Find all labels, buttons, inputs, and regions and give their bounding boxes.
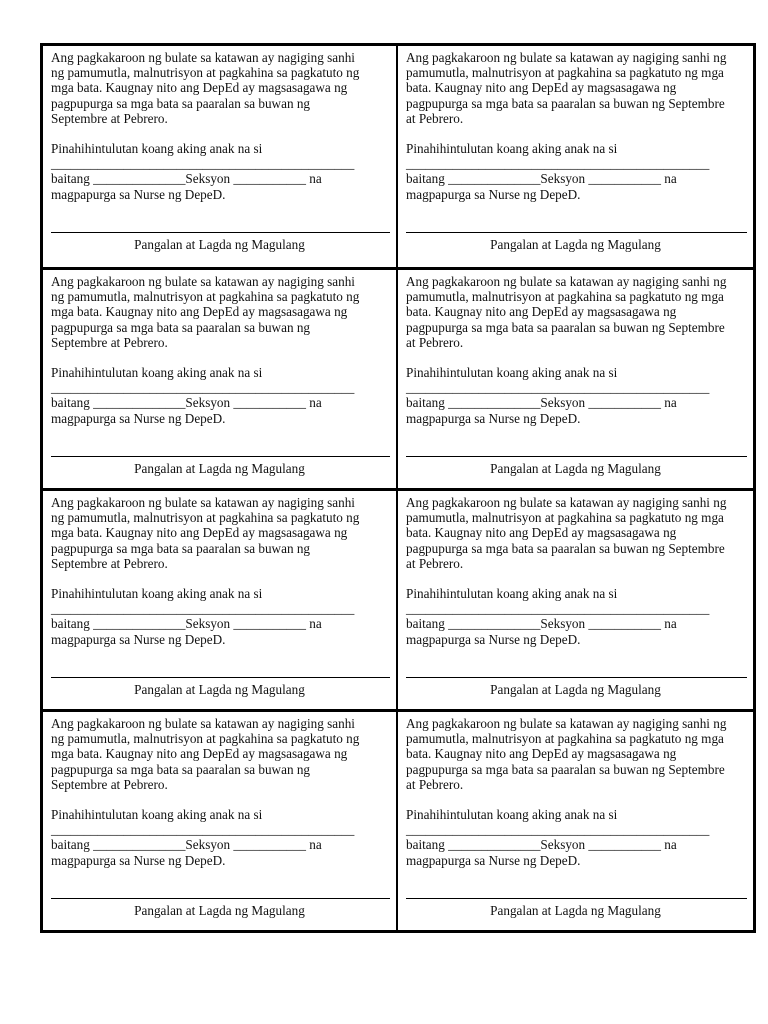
slip-body-line: Ang pagkakaroon ng bulate sa katawan ay nagiging sanhi ng bbox=[406, 50, 727, 65]
slip-body-text bbox=[51, 274, 390, 350]
nurse-line: magpapurga sa Nurse ng DepeD. bbox=[51, 631, 226, 647]
consent-slip bbox=[398, 46, 753, 267]
slip-body-line: pagpupurga sa mga bata sa paaralan sa buwan ng bbox=[51, 540, 311, 556]
slip-body-line: Ang pagkakaroon ng bulate sa katawan ay nagiging sanhi ng bbox=[406, 716, 727, 731]
child-name-blank[interactable]: ______________________________________________ bbox=[51, 156, 355, 172]
child-name-blank[interactable]: ______________________________________________ bbox=[51, 822, 355, 838]
signature-line[interactable] bbox=[51, 898, 390, 899]
slip-body-text bbox=[406, 50, 747, 126]
slip-body-line: at Pebrero. bbox=[406, 110, 464, 126]
child-name-blank[interactable]: ______________________________________________ bbox=[406, 380, 710, 396]
permission-line: Pinahihintulutan koang aking anak na si bbox=[406, 141, 618, 157]
child-name-blank[interactable]: ______________________________________________ bbox=[406, 601, 710, 617]
slip-body-line: pagpupurga sa mga bata sa paaralan sa buwan ng bbox=[51, 95, 311, 111]
grade-section-blank[interactable]: baitang ______________Seksyon ___________ na bbox=[51, 395, 322, 411]
child-name-blank[interactable]: ______________________________________________ bbox=[51, 380, 355, 396]
slip-body-line: pamumutla, malnutrisyon at pagkahina sa pagkatuto ng mga bbox=[406, 731, 724, 747]
slip-body-line: pagpupurga sa mga bata sa paaralan sa buwan ng bbox=[51, 761, 311, 777]
slip-body-text bbox=[51, 716, 390, 792]
slip-body-line: Septembre at Pebrero. bbox=[51, 776, 168, 792]
signature-line[interactable] bbox=[51, 677, 390, 678]
nurse-line: magpapurga sa Nurse ng DepeD. bbox=[406, 852, 581, 868]
slip-body-line: bata. Kaugnay nito ang DepEd ay magsasagawa ng bbox=[406, 746, 677, 762]
slip-body-line: pagpupurga sa mga bata sa paaralan sa buwan ng bbox=[51, 319, 311, 335]
slip-body-line: Ang pagkakaroon ng bulate sa katawan ay nagiging sanhi bbox=[51, 716, 355, 731]
child-name-blank[interactable]: ______________________________________________ bbox=[406, 822, 710, 838]
nurse-line: magpapurga sa Nurse ng DepeD. bbox=[51, 852, 226, 868]
slip-body-text bbox=[406, 716, 747, 792]
slip-body-line: at Pebrero. bbox=[406, 776, 464, 792]
permission-line: Pinahihintulutan koang aking anak na si bbox=[406, 586, 618, 602]
signature-line[interactable] bbox=[406, 456, 747, 457]
child-name-blank[interactable]: ______________________________________________ bbox=[51, 601, 355, 617]
signature-label: Pangalan at Lagda ng Magulang bbox=[490, 682, 661, 697]
slip-body-line: Ang pagkakaroon ng bulate sa katawan ay nagiging sanhi bbox=[51, 495, 355, 510]
slip-body-line: pagpupurga sa mga bata sa paaralan sa buwan ng Septembre bbox=[406, 761, 725, 777]
signature-label: Pangalan at Lagda ng Magulang bbox=[134, 237, 305, 252]
slip-body-line: ng pamumutla, malnutrisyon at pagkahina sa pagkatuto ng bbox=[51, 731, 360, 747]
slip-body-line: ng pamumutla, malnutrisyon at pagkahina sa pagkatuto ng bbox=[51, 65, 360, 81]
signature-line[interactable] bbox=[406, 232, 747, 233]
signature-label: Pangalan at Lagda ng Magulang bbox=[490, 461, 661, 476]
slip-body-line: pamumutla, malnutrisyon at pagkahina sa pagkatuto ng mga bbox=[406, 289, 724, 305]
signature-line[interactable] bbox=[51, 232, 390, 233]
slip-body-line: mga bata. Kaugnay nito ang DepEd ay magsasagawa ng bbox=[51, 525, 348, 541]
signature-label: Pangalan at Lagda ng Magulang bbox=[134, 461, 305, 476]
slip-body-line: ng pamumutla, malnutrisyon at pagkahina sa pagkatuto ng bbox=[51, 510, 360, 526]
consent-slip bbox=[43, 488, 398, 709]
signature-label: Pangalan at Lagda ng Magulang bbox=[134, 903, 305, 918]
permission-line: Pinahihintulutan koang aking anak na si bbox=[51, 141, 263, 157]
slip-body-line: mga bata. Kaugnay nito ang DepEd ay magsasagawa ng bbox=[51, 80, 348, 96]
signature-label: Pangalan at Lagda ng Magulang bbox=[134, 682, 305, 697]
permission-line: Pinahihintulutan koang aking anak na si bbox=[406, 807, 618, 823]
child-name-blank[interactable]: ______________________________________________ bbox=[406, 156, 710, 172]
grade-section-blank[interactable]: baitang ______________Seksyon ___________ na bbox=[406, 616, 677, 632]
permission-line: Pinahihintulutan koang aking anak na si bbox=[51, 365, 263, 381]
permission-line: Pinahihintulutan koang aking anak na si bbox=[406, 365, 618, 381]
consent-slip bbox=[398, 709, 753, 930]
slip-body-line: mga bata. Kaugnay nito ang DepEd ay magsasagawa ng bbox=[51, 304, 348, 320]
consent-slip-sheet bbox=[40, 43, 756, 933]
slip-body-line: Septembre at Pebrero. bbox=[51, 555, 168, 571]
grade-section-blank[interactable]: baitang ______________Seksyon ___________ na bbox=[406, 171, 677, 187]
slip-body-text bbox=[406, 495, 747, 571]
nurse-line: magpapurga sa Nurse ng DepeD. bbox=[406, 410, 581, 426]
grade-section-blank[interactable]: baitang ______________Seksyon ___________ na bbox=[51, 171, 322, 187]
slip-body-line: pamumutla, malnutrisyon at pagkahina sa pagkatuto ng mga bbox=[406, 65, 724, 81]
slip-body-line: bata. Kaugnay nito ang DepEd ay magsasagawa ng bbox=[406, 525, 677, 541]
slip-body-line: Ang pagkakaroon ng bulate sa katawan ay nagiging sanhi bbox=[51, 50, 355, 65]
permission-line: Pinahihintulutan koang aking anak na si bbox=[51, 807, 263, 823]
grade-section-blank[interactable]: baitang ______________Seksyon ___________ na bbox=[51, 616, 322, 632]
slip-body-line: Ang pagkakaroon ng bulate sa katawan ay nagiging sanhi bbox=[51, 274, 355, 289]
consent-slip bbox=[43, 709, 398, 930]
consent-slip bbox=[398, 488, 753, 709]
slip-body-text bbox=[51, 50, 390, 126]
nurse-line: magpapurga sa Nurse ng DepeD. bbox=[51, 410, 226, 426]
slip-body-line: Septembre at Pebrero. bbox=[51, 334, 168, 350]
slip-body-line: bata. Kaugnay nito ang DepEd ay magsasagawa ng bbox=[406, 80, 677, 96]
slip-body-line: at Pebrero. bbox=[406, 555, 464, 571]
consent-slip bbox=[398, 267, 753, 488]
slip-body-line: Ang pagkakaroon ng bulate sa katawan ay nagiging sanhi ng bbox=[406, 495, 727, 510]
grade-section-blank[interactable]: baitang ______________Seksyon ___________ na bbox=[51, 837, 322, 853]
slip-body-line: ng pamumutla, malnutrisyon at pagkahina sa pagkatuto ng bbox=[51, 289, 360, 305]
slip-body-line: pamumutla, malnutrisyon at pagkahina sa pagkatuto ng mga bbox=[406, 510, 724, 526]
consent-slip bbox=[43, 267, 398, 488]
slip-body-line: Septembre at Pebrero. bbox=[51, 110, 168, 126]
signature-line[interactable] bbox=[406, 677, 747, 678]
nurse-line: magpapurga sa Nurse ng DepeD. bbox=[406, 186, 581, 202]
grade-section-blank[interactable]: baitang ______________Seksyon ___________ na bbox=[406, 837, 677, 853]
slip-body-line: pagpupurga sa mga bata sa paaralan sa buwan ng Septembre bbox=[406, 319, 725, 335]
slip-body-line: pagpupurga sa mga bata sa paaralan sa buwan ng Septembre bbox=[406, 95, 725, 111]
slip-body-line: pagpupurga sa mga bata sa paaralan sa buwan ng Septembre bbox=[406, 540, 725, 556]
signature-line[interactable] bbox=[51, 456, 390, 457]
slip-body-text bbox=[51, 495, 390, 571]
slip-body-text bbox=[406, 274, 747, 350]
permission-line: Pinahihintulutan koang aking anak na si bbox=[51, 586, 263, 602]
signature-label: Pangalan at Lagda ng Magulang bbox=[490, 903, 661, 918]
slip-body-line: Ang pagkakaroon ng bulate sa katawan ay nagiging sanhi ng bbox=[406, 274, 727, 289]
nurse-line: magpapurga sa Nurse ng DepeD. bbox=[51, 186, 226, 202]
signature-label: Pangalan at Lagda ng Magulang bbox=[490, 237, 661, 252]
consent-slip bbox=[43, 46, 398, 267]
signature-line[interactable] bbox=[406, 898, 747, 899]
grade-section-blank[interactable]: baitang ______________Seksyon ___________ na bbox=[406, 395, 677, 411]
slip-body-line: bata. Kaugnay nito ang DepEd ay magsasagawa ng bbox=[406, 304, 677, 320]
slip-body-line: mga bata. Kaugnay nito ang DepEd ay magsasagawa ng bbox=[51, 746, 348, 762]
nurse-line: magpapurga sa Nurse ng DepeD. bbox=[406, 631, 581, 647]
slip-body-line: at Pebrero. bbox=[406, 334, 464, 350]
